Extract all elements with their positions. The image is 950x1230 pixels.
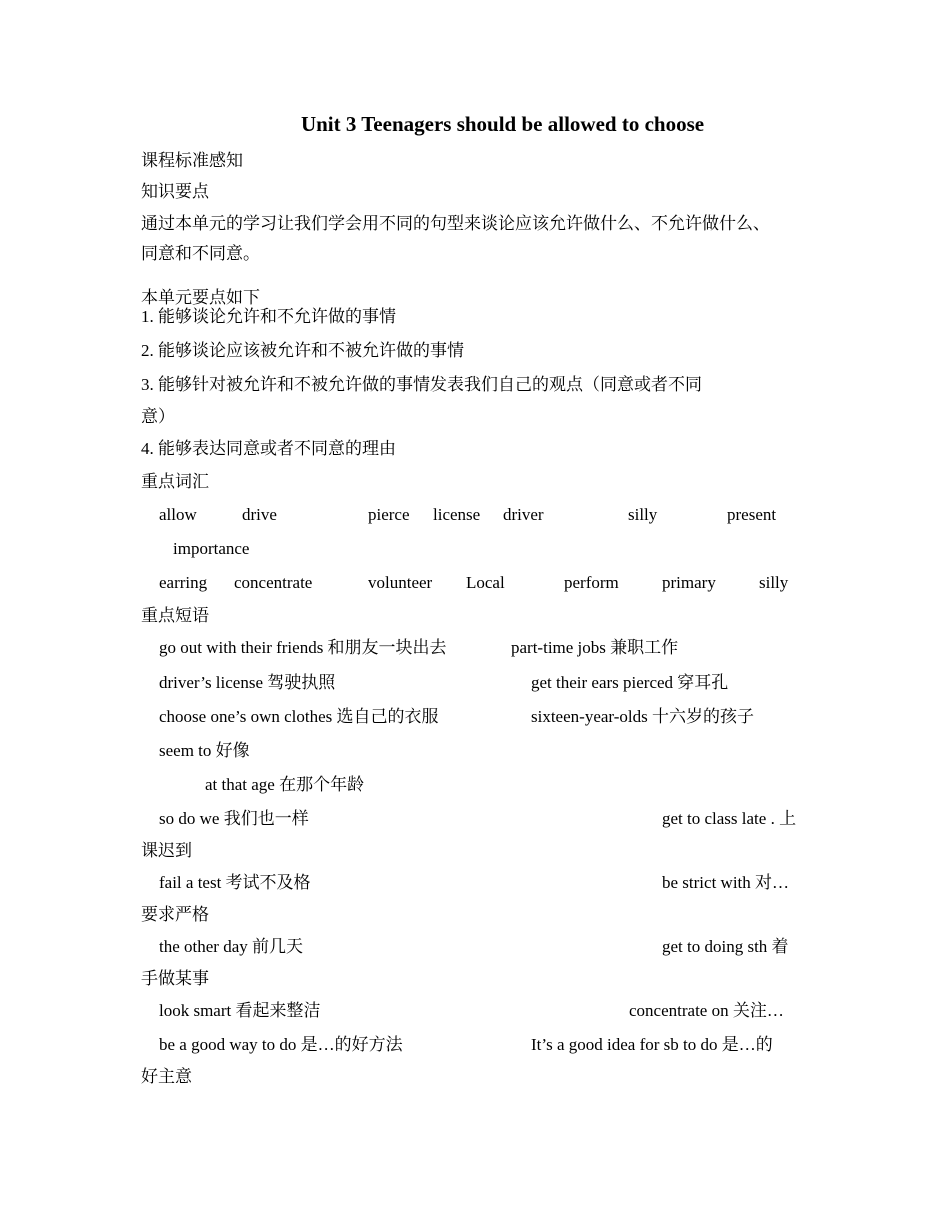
phrase-item-continuation: 要求严格 [141, 905, 209, 924]
point-item: 3. 能够针对被允许和不被允许做的事情发表我们自己的观点（同意或者不同 [141, 375, 702, 394]
vocab-word: allow [159, 505, 197, 524]
point-item: 1. 能够谈论允许和不允许做的事情 [141, 307, 396, 326]
point-item-continuation: 意） [141, 407, 175, 426]
vocab-word: importance [173, 539, 250, 558]
phrase-item-continuation: 好主意 [141, 1067, 192, 1086]
phrase-item: It’s a good idea for sb to do 是…的 [531, 1035, 773, 1054]
point-item: 2. 能够谈论应该被允许和不被允许做的事情 [141, 341, 464, 360]
phrase-item: get their ears pierced 穿耳孔 [531, 673, 729, 692]
phrase-item: concentrate on 关注… [629, 1001, 784, 1020]
vocab-word: silly [759, 573, 789, 592]
phrase-item: driver’s license 驾驶执照 [159, 673, 336, 692]
intro-line-2: 同意和不同意。 [141, 244, 260, 263]
phrase-item: be strict with 对… [662, 873, 790, 892]
vocab-word: perform [564, 573, 619, 592]
vocab-word: silly [628, 505, 658, 524]
vocab-word: volunteer [368, 573, 433, 592]
phrase-item: get to class late . 上 [662, 809, 797, 828]
phrase-item: look smart 看起来整洁 [159, 1001, 321, 1020]
vocab-heading: 重点词汇 [141, 472, 209, 491]
vocab-word: earring [159, 573, 208, 592]
phrase-item: seem to 好像 [159, 741, 250, 760]
vocab-word: license [433, 505, 481, 524]
phrase-item: sixteen-year-olds 十六岁的孩子 [531, 707, 754, 726]
section-course-standard: 课程标准感知 [141, 151, 243, 170]
vocab-word: present [727, 505, 777, 524]
intro-line-1: 通过本单元的学习让我们学会用不同的句型来谈论应该允许做什么、不允许做什么、 [141, 214, 770, 233]
phrase-item: fail a test 考试不及格 [159, 873, 311, 892]
phrase-item-continuation: 课迟到 [141, 841, 192, 860]
vocab-word: pierce [368, 505, 410, 524]
vocab-word: drive [242, 505, 277, 524]
phrase-item: get to doing sth 着 [662, 937, 789, 956]
phrase-item: part-time jobs 兼职工作 [511, 638, 679, 657]
phrase-item: at that age 在那个年龄 [205, 775, 365, 794]
vocab-word: primary [662, 573, 716, 592]
page-title: Unit 3 Teenagers should be allowed to choose [300, 112, 705, 136]
phrase-item: go out with their friends 和朋友一块出去 [159, 638, 447, 657]
vocab-word: concentrate [234, 573, 313, 592]
phrase-item: be a good way to do 是…的好方法 [159, 1035, 403, 1054]
point-item: 4. 能够表达同意或者不同意的理由 [141, 439, 396, 458]
points-heading: 本单元要点如下 [141, 288, 260, 307]
phrases-heading: 重点短语 [141, 606, 209, 625]
phrase-item: the other day 前几天 [159, 937, 303, 956]
vocab-word: Local [466, 573, 505, 592]
vocab-word: driver [503, 505, 544, 524]
section-knowledge-points: 知识要点 [141, 182, 209, 201]
phrase-item-continuation: 手做某事 [141, 969, 209, 988]
phrase-item: so do we 我们也一样 [159, 809, 309, 828]
phrase-item: choose one’s own clothes 选自己的衣服 [159, 707, 439, 726]
